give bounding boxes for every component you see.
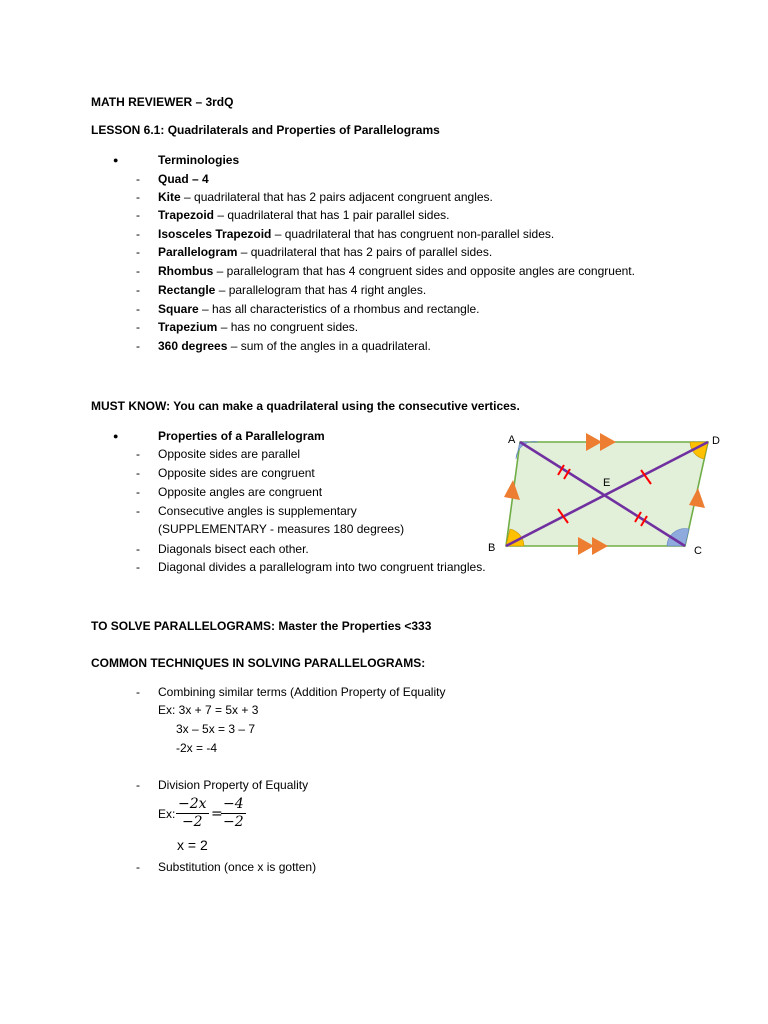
fraction-numerator: −2x	[178, 796, 207, 812]
term-definition: – quadrilateral that has 1 pair parallel sides.	[214, 208, 450, 222]
center-label-e: E	[603, 477, 611, 489]
term-label: Rhombus	[158, 264, 214, 278]
common-techniques-heading: COMMON TECHNIQUES IN SOLVING PARALLELOGRAMS:	[91, 656, 426, 670]
term-label: Rectangle	[158, 283, 216, 297]
term-label: Quad	[158, 172, 189, 186]
term-definition: – quadrilateral that has congruent non-parallel sides.	[271, 227, 555, 241]
term-label: 360 degrees	[158, 339, 228, 353]
term-definition: – parallelogram that has 4 right angles.	[215, 283, 427, 297]
bullet-icon: ●	[113, 431, 119, 441]
fraction-left	[176, 796, 209, 831]
property-text: Consecutive angles is supplementary	[158, 504, 357, 518]
term-definition: – has all characteristics of a rhombus and rectangle.	[198, 302, 480, 316]
technique-substitution: Substitution (once x is gotten)	[158, 860, 317, 874]
property-text: Opposite sides are parallel	[158, 447, 301, 461]
dash-marker: -	[136, 860, 140, 874]
example-step: 3x – 5x = 3 – 7	[176, 722, 256, 736]
term-label: Isosceles Trapezoid	[158, 227, 272, 241]
fraction-numerator: −4	[223, 796, 244, 812]
term-label: Trapezium	[158, 320, 218, 334]
term-definition: – quadrilateral that has 2 pairs adjacent congruent angles.	[180, 190, 493, 204]
property-text: Opposite sides are congruent	[158, 466, 315, 480]
dash-marker: -	[136, 504, 140, 518]
term-label: Trapezoid	[158, 208, 215, 222]
technique-division: Division Property of Equality	[158, 778, 309, 792]
term-definition: – sum of the angles in a quadrilateral.	[227, 339, 431, 353]
dash-marker: -	[136, 264, 140, 278]
must-know-note: MUST KNOW: You can make a quadrilateral using the consecutive vertices.	[91, 399, 520, 413]
example-result: x = 2	[177, 837, 208, 853]
term-definition: – has no congruent sides.	[217, 320, 359, 334]
supplementary-note: (SUPPLEMENTARY - measures 180 degrees)	[158, 522, 405, 536]
dash-marker: -	[136, 302, 140, 316]
example-equation: Ex: 3x + 7 = 5x + 3	[158, 703, 259, 717]
dash-marker: -	[136, 190, 140, 204]
terminologies-heading: Terminologies	[158, 153, 240, 167]
vertex-label-d: D	[712, 435, 720, 447]
term-definition: – quadrilateral that has 2 pairs of parallel sides.	[237, 245, 493, 259]
example-step: -2x = -4	[176, 741, 218, 755]
equals-sign: =	[211, 806, 223, 822]
term-definition: – 4	[188, 172, 209, 186]
dash-marker: -	[136, 339, 140, 353]
dash-marker: -	[136, 447, 140, 461]
fraction-denominator: −2	[181, 814, 203, 830]
term-label: Kite	[158, 190, 181, 204]
dash-marker: -	[136, 466, 140, 480]
dash-marker: -	[136, 283, 140, 297]
to-solve-heading: TO SOLVE PARALLELOGRAMS: Master the Properties <333	[91, 619, 432, 633]
dash-marker: -	[136, 320, 140, 334]
technique-combining: Combining similar terms (Addition Property of Equality	[158, 685, 446, 699]
bullet-icon: ●	[113, 155, 119, 165]
vertex-label-c: C	[694, 545, 702, 557]
dash-marker: -	[136, 778, 140, 792]
vertex-label-a: A	[508, 434, 516, 446]
dash-marker: -	[136, 208, 140, 222]
dash-marker: -	[136, 685, 140, 699]
dash-marker: -	[136, 245, 140, 259]
document-title: MATH REVIEWER – 3rdQ	[91, 95, 234, 109]
example-label: Ex:	[158, 807, 176, 821]
term-label: Parallelogram	[158, 245, 238, 259]
property-text: Diagonals bisect each other.	[158, 542, 309, 556]
lesson-heading: LESSON 6.1: Quadrilaterals and Properties of Parallelograms	[91, 123, 440, 137]
dash-marker: -	[136, 560, 140, 574]
dash-marker: -	[136, 227, 140, 241]
vertex-label-b: B	[488, 542, 496, 554]
properties-heading: Properties of a Parallelogram	[158, 429, 325, 443]
fraction-denominator: −2	[223, 814, 244, 830]
term-definition: – parallelogram that has 4 congruent sides and opposite angles are congruent.	[213, 264, 635, 278]
dash-marker: -	[136, 542, 140, 556]
dash-marker: -	[136, 172, 140, 186]
term-label: Square	[158, 302, 199, 316]
dash-marker: -	[136, 485, 140, 499]
fraction-right	[221, 796, 246, 831]
property-text: Opposite angles are congruent	[158, 485, 323, 499]
property-text: Diagonal divides a parallelogram into two congruent triangles.	[158, 560, 486, 574]
parallelogram-diagram	[478, 428, 718, 560]
